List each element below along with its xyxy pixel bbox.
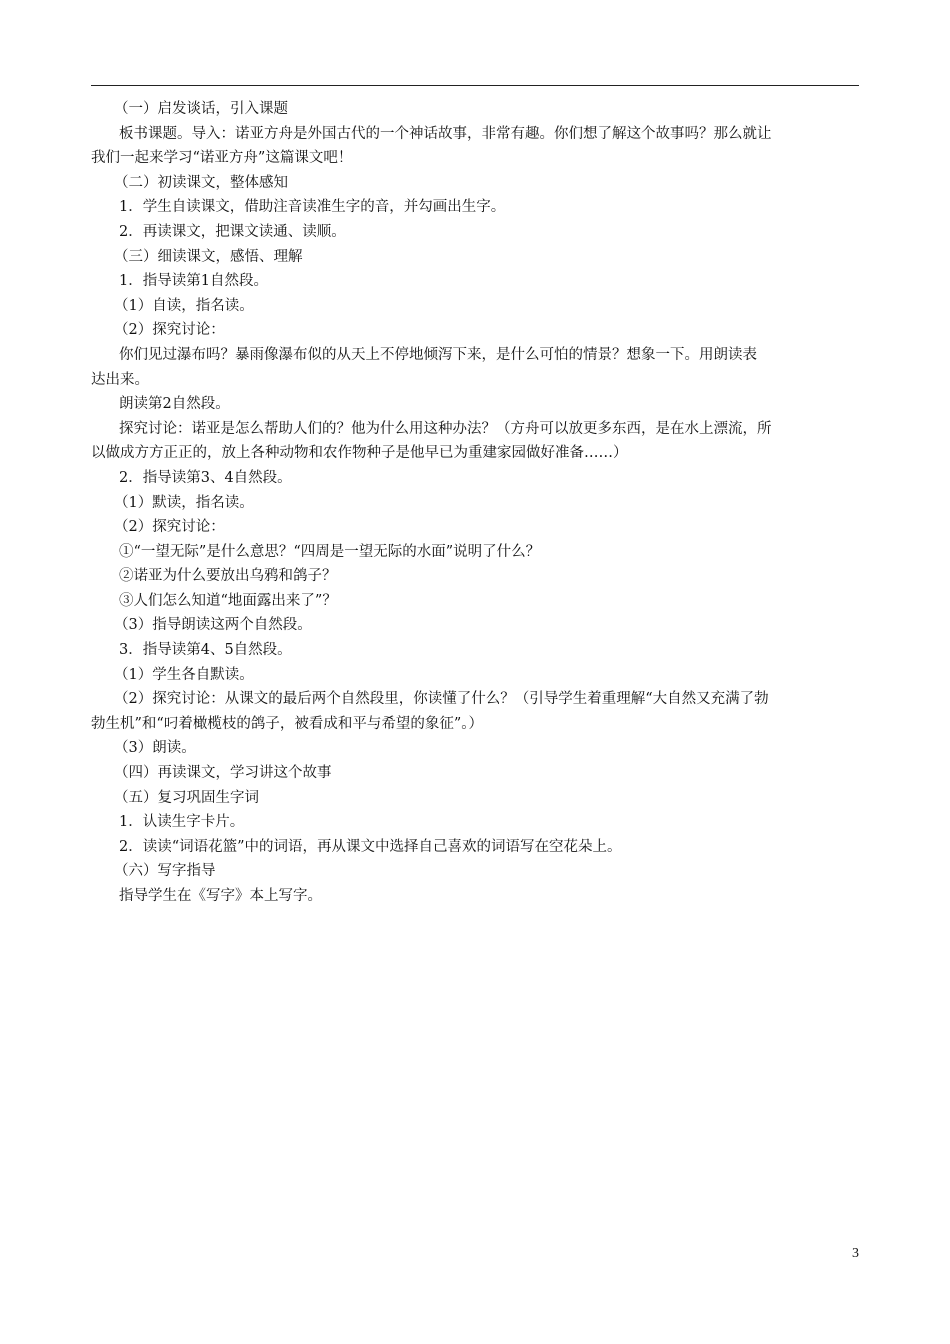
- doc-line: （3）指导朗读这两个自然段。: [114, 617, 312, 634]
- doc-line: ①“一望无际”是什么意思？“四周是一望无际的水面”说明了什么？: [119, 543, 541, 560]
- doc-line: （1）学生各自默读。: [114, 666, 254, 683]
- doc-line: 你们见过瀑布吗？暴雨像瀑布似的从天上不停地倾泻下来，是什么可怕的情景？想象一下。用朗读表: [119, 346, 757, 363]
- doc-line: ③人们怎么知道“地面露出来了”？: [119, 592, 337, 609]
- doc-line: 2．读读“词语花篮”中的词语，再从课文中选择自己喜欢的词语写在空花朵上。: [119, 838, 622, 855]
- doc-line: （1）默读，指名读。: [114, 494, 254, 511]
- doc-line: （1）自读，指名读。: [114, 297, 254, 314]
- doc-line: 2．再读课文，把课文读通、读顺。: [119, 223, 346, 240]
- doc-line: （四）再读课文，学习讲这个故事: [114, 765, 332, 782]
- doc-line: 1．认读生字卡片。: [119, 814, 245, 831]
- doc-line: 3．指导读第4、5自然段。: [119, 642, 292, 659]
- doc-line: （三）细读课文，感悟、理解: [114, 248, 303, 265]
- doc-line: 我们一起来学习“诺亚方舟”这篇课文吧！: [91, 150, 353, 167]
- doc-line: 板书课题。导入：诺亚方舟是外国古代的一个神话故事，非常有趣。你们想了解这个故事吗？那么就让: [119, 125, 772, 142]
- doc-line: （五）复习巩固生字词: [114, 789, 259, 806]
- doc-line: 勃生机”和“叼着橄榄枝的鸽子，被看成和平与希望的象征”。）: [91, 715, 483, 732]
- doc-line: （六）写字指导: [114, 863, 216, 880]
- page-number: 3: [852, 1246, 859, 1261]
- doc-line: （2）探究讨论：从课文的最后两个自然段里，你读懂了什么？（引导学生着重理解“大自然又充满了勃: [114, 691, 769, 708]
- doc-line: （2）探究讨论：: [114, 519, 225, 536]
- doc-line: （3）朗读。: [114, 740, 196, 757]
- doc-line: 1．指导读第1自然段。: [119, 273, 268, 290]
- doc-line: （二）初读课文，整体感知: [114, 174, 288, 191]
- doc-line: （一）启发谈话，引入课题: [114, 101, 288, 117]
- doc-line: 2．指导读第3、4自然段。: [119, 469, 292, 486]
- header-rule: [91, 85, 859, 86]
- doc-line: ②诺亚为什么要放出乌鸦和鸽子？: [119, 568, 337, 585]
- doc-line: （2）探究讨论：: [114, 322, 225, 339]
- document-body: [91, 97, 859, 909]
- doc-line: 1．学生自读课文，借助注音读准生字的音，并勾画出生字。: [119, 199, 506, 216]
- doc-line: 探究讨论：诺亚是怎么帮助人们的？他为什么用这种办法？（方舟可以放更多东西，是在水上漂流，所: [119, 420, 772, 437]
- doc-line: 以做成方方正正的，放上各种动物和农作物种子是他早已为重建家园做好准备……）: [91, 445, 628, 462]
- doc-line: 达出来。: [91, 371, 149, 388]
- doc-line: 指导学生在《写字》本上写字。: [119, 888, 322, 904]
- doc-line: 朗读第2自然段。: [119, 396, 230, 413]
